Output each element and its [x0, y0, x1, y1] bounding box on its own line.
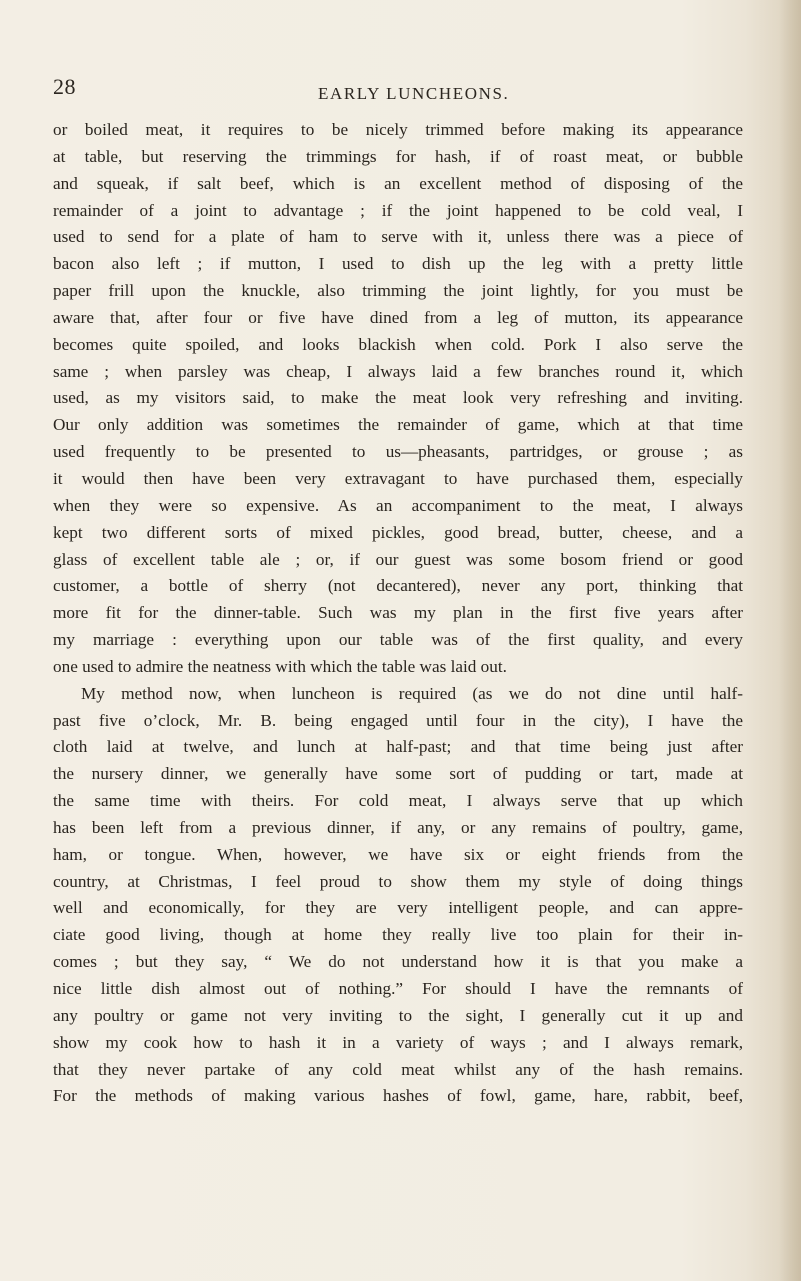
text-line: ham, or tongue. When, however, we have six or eight friends from the: [53, 844, 743, 864]
text-line: at table, but reserving the trimmings for hash, if of roast meat, or bubble: [53, 146, 743, 166]
text-line: more fit for the dinner-table. Such was my plan in the first five years after: [53, 603, 743, 623]
text-line: same ; when parsley was cheap, I always laid a few branches round it, which: [53, 361, 743, 381]
text-line: aware that, after four or five have dined from a leg of mutton, its appearance: [53, 307, 743, 327]
text-line: ciate good living, though at home they really live too plain for their in-: [53, 925, 743, 945]
text-line: used, as my visitors said, to make the meat look very refreshing and inviting.: [53, 388, 743, 408]
page-number: 28: [53, 74, 76, 99]
text-line: show my cook how to hash it in a variety of ways ; and I always remark,: [53, 1032, 743, 1052]
text-line: cloth laid at twelve, and lunch at half-past; and that time being just after: [53, 737, 743, 757]
text-line: nice little dish almost out of nothing.” For should I have the remnants of: [53, 979, 743, 998]
text-line: used to send for a plate of ham to serve with it, unless there was a piece of: [53, 227, 743, 247]
text-line: or boiled meat, it requires to be nicely trimmed before making its appearance: [53, 120, 743, 139]
text-line: that they never partake of any cold meat whilst any of the hash remains.: [53, 1059, 743, 1079]
text-line: has been left from a previous dinner, if any, or any remains of poultry, game,: [53, 817, 743, 837]
text-line: any poultry or game not very inviting to the sight, I generally cut it up and: [53, 1005, 743, 1025]
text-line: it would then have been very extravagant to have purchased them, especially: [53, 468, 743, 488]
text-line: comes ; but they say, “ We do not understand how it is that you make a: [53, 952, 743, 972]
text-line: customer, a bottle of sherry (not decantered), never any port, thinking that: [53, 576, 743, 596]
page-edge-shadow: [779, 0, 801, 1281]
text-line: country, at Christmas, I feel proud to show them my style of doing things: [53, 871, 743, 891]
text-line: used frequently to be presented to us—pheasants, partridges, or grouse ; as: [53, 442, 743, 462]
text-line: my marriage : everything upon our table was of the first quality, and every: [53, 630, 743, 650]
text-line: past five o’clock, Mr. B. being engaged until four in the city), I have the: [53, 710, 743, 730]
text-line: the nursery dinner, we generally have some sort of pudding or tart, made at: [53, 764, 743, 784]
text-line: kept two different sorts of mixed pickles, good bread, butter, cheese, and a: [53, 522, 743, 542]
text-line: and squeak, if salt beef, which is an excellent method of disposing of the: [53, 173, 743, 193]
text-line: when they were so expensive. As an accompaniment to the meat, I always: [53, 495, 743, 515]
text-line: Our only addition was sometimes the remainder of game, which at that time: [53, 415, 743, 435]
text-line: the same time with theirs. For cold meat, I always serve that up which: [53, 791, 743, 811]
text-line: well and economically, for they are very intelligent people, and can appre-: [53, 898, 743, 918]
text-line: For the methods of making various hashes of fowl, game, hare, rabbit, beef,: [53, 1086, 743, 1106]
running-head: EARLY LUNCHEONS.: [318, 84, 510, 103]
text-line: becomes quite spoiled, and looks blackish when cold. Pork I also serve the: [53, 334, 743, 354]
body-text: [53, 117, 743, 1110]
paragraph-start-line: My method now, when luncheon is required (as we do not dine until half-: [81, 683, 743, 703]
text-line: glass of excellent table ale ; or, if our guest was some bosom friend or good: [53, 549, 743, 569]
text-line: paper frill upon the knuckle, also trimming the joint lightly, for you must be: [53, 281, 743, 301]
text-line: bacon also left ; if mutton, I used to dish up the leg with a pretty little: [53, 254, 743, 274]
paragraph-end-line: one used to admire the neatness with which the table was laid out.: [53, 656, 507, 676]
text-line: remainder of a joint to advantage ; if the joint happened to be cold veal, I: [53, 200, 743, 220]
